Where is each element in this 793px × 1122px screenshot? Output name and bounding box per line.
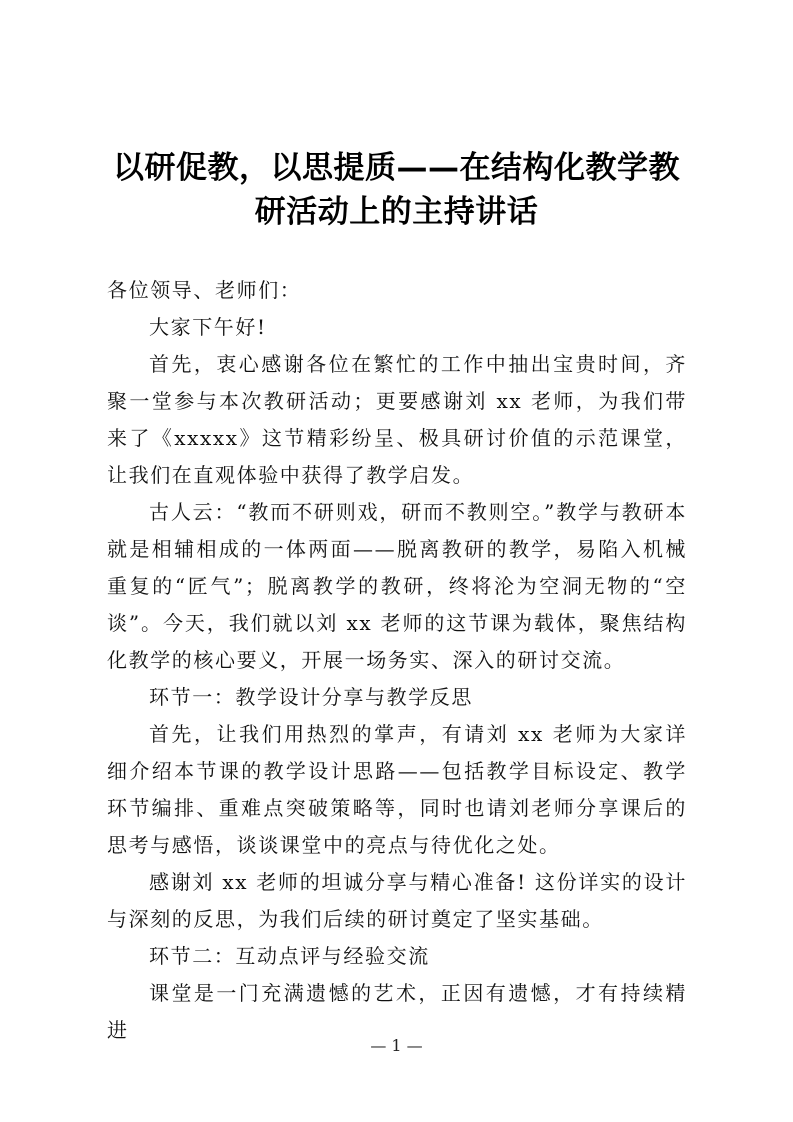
title-line-1: 以研促教，以思提质——在结构化教学教	[113, 150, 680, 186]
paragraph-section-1-thanks: 感谢刘 xx 老师的坦诚分享与精心准备! 这份详实的设计与深刻的反思，为我们后续的研讨奠定了坚实基础。	[107, 870, 687, 931]
title-line-2: 研活动上的主持讲话	[254, 194, 539, 230]
section-heading-1: 环节一：教学设计分享与教学反思	[149, 685, 473, 709]
section-heading-2: 环节二：互动点评与经验交流	[149, 944, 430, 968]
page-number: — 1 —	[370, 1036, 423, 1055]
paragraph-section-2-intro: 课堂是一门充满遗憾的艺术，正因有遗憾，才有持续精进	[107, 981, 687, 1042]
paragraph-greeting: 大家下午好!	[149, 315, 267, 339]
paragraph-quote: 古人云：“教而不研则戏，研而不教则空。”教学与教研本就是相辅相成的一体两面——脱离教研的教学，易陷入机械重复的“匠气”；脱离教学的教研，终将沦为空洞无物的“空谈”。今天，我们就以刘 xx 老师的这节课为载体，聚焦结构化教学的核心要义，开展一场务实、深入的研讨交流。	[107, 500, 687, 672]
paragraph-thanks: 首先，衷心感谢各位在繁忙的工作中抽出宝贵时间，齐聚一堂参与本次教研活动；更要感谢刘 xx 老师，为我们带来了《xxxxx》这节精彩纷呈、极具研讨价值的示范课堂，让我们在直观体验中获得了教学启发。	[107, 352, 687, 487]
paragraph-section-1-intro: 首先，让我们用热烈的掌声，有请刘 xx 老师为大家详细介绍本节课的教学设计思路——包括教学目标设定、教学环节编排、重难点突破策略等，同时也请刘老师分享课后的思考与感悟，谈谈课堂中的亮点与待优化之处。	[107, 722, 687, 857]
document-body	[107, 272, 687, 1049]
salutation: 各位领导、老师们：	[107, 278, 302, 302]
document-title	[100, 146, 693, 234]
